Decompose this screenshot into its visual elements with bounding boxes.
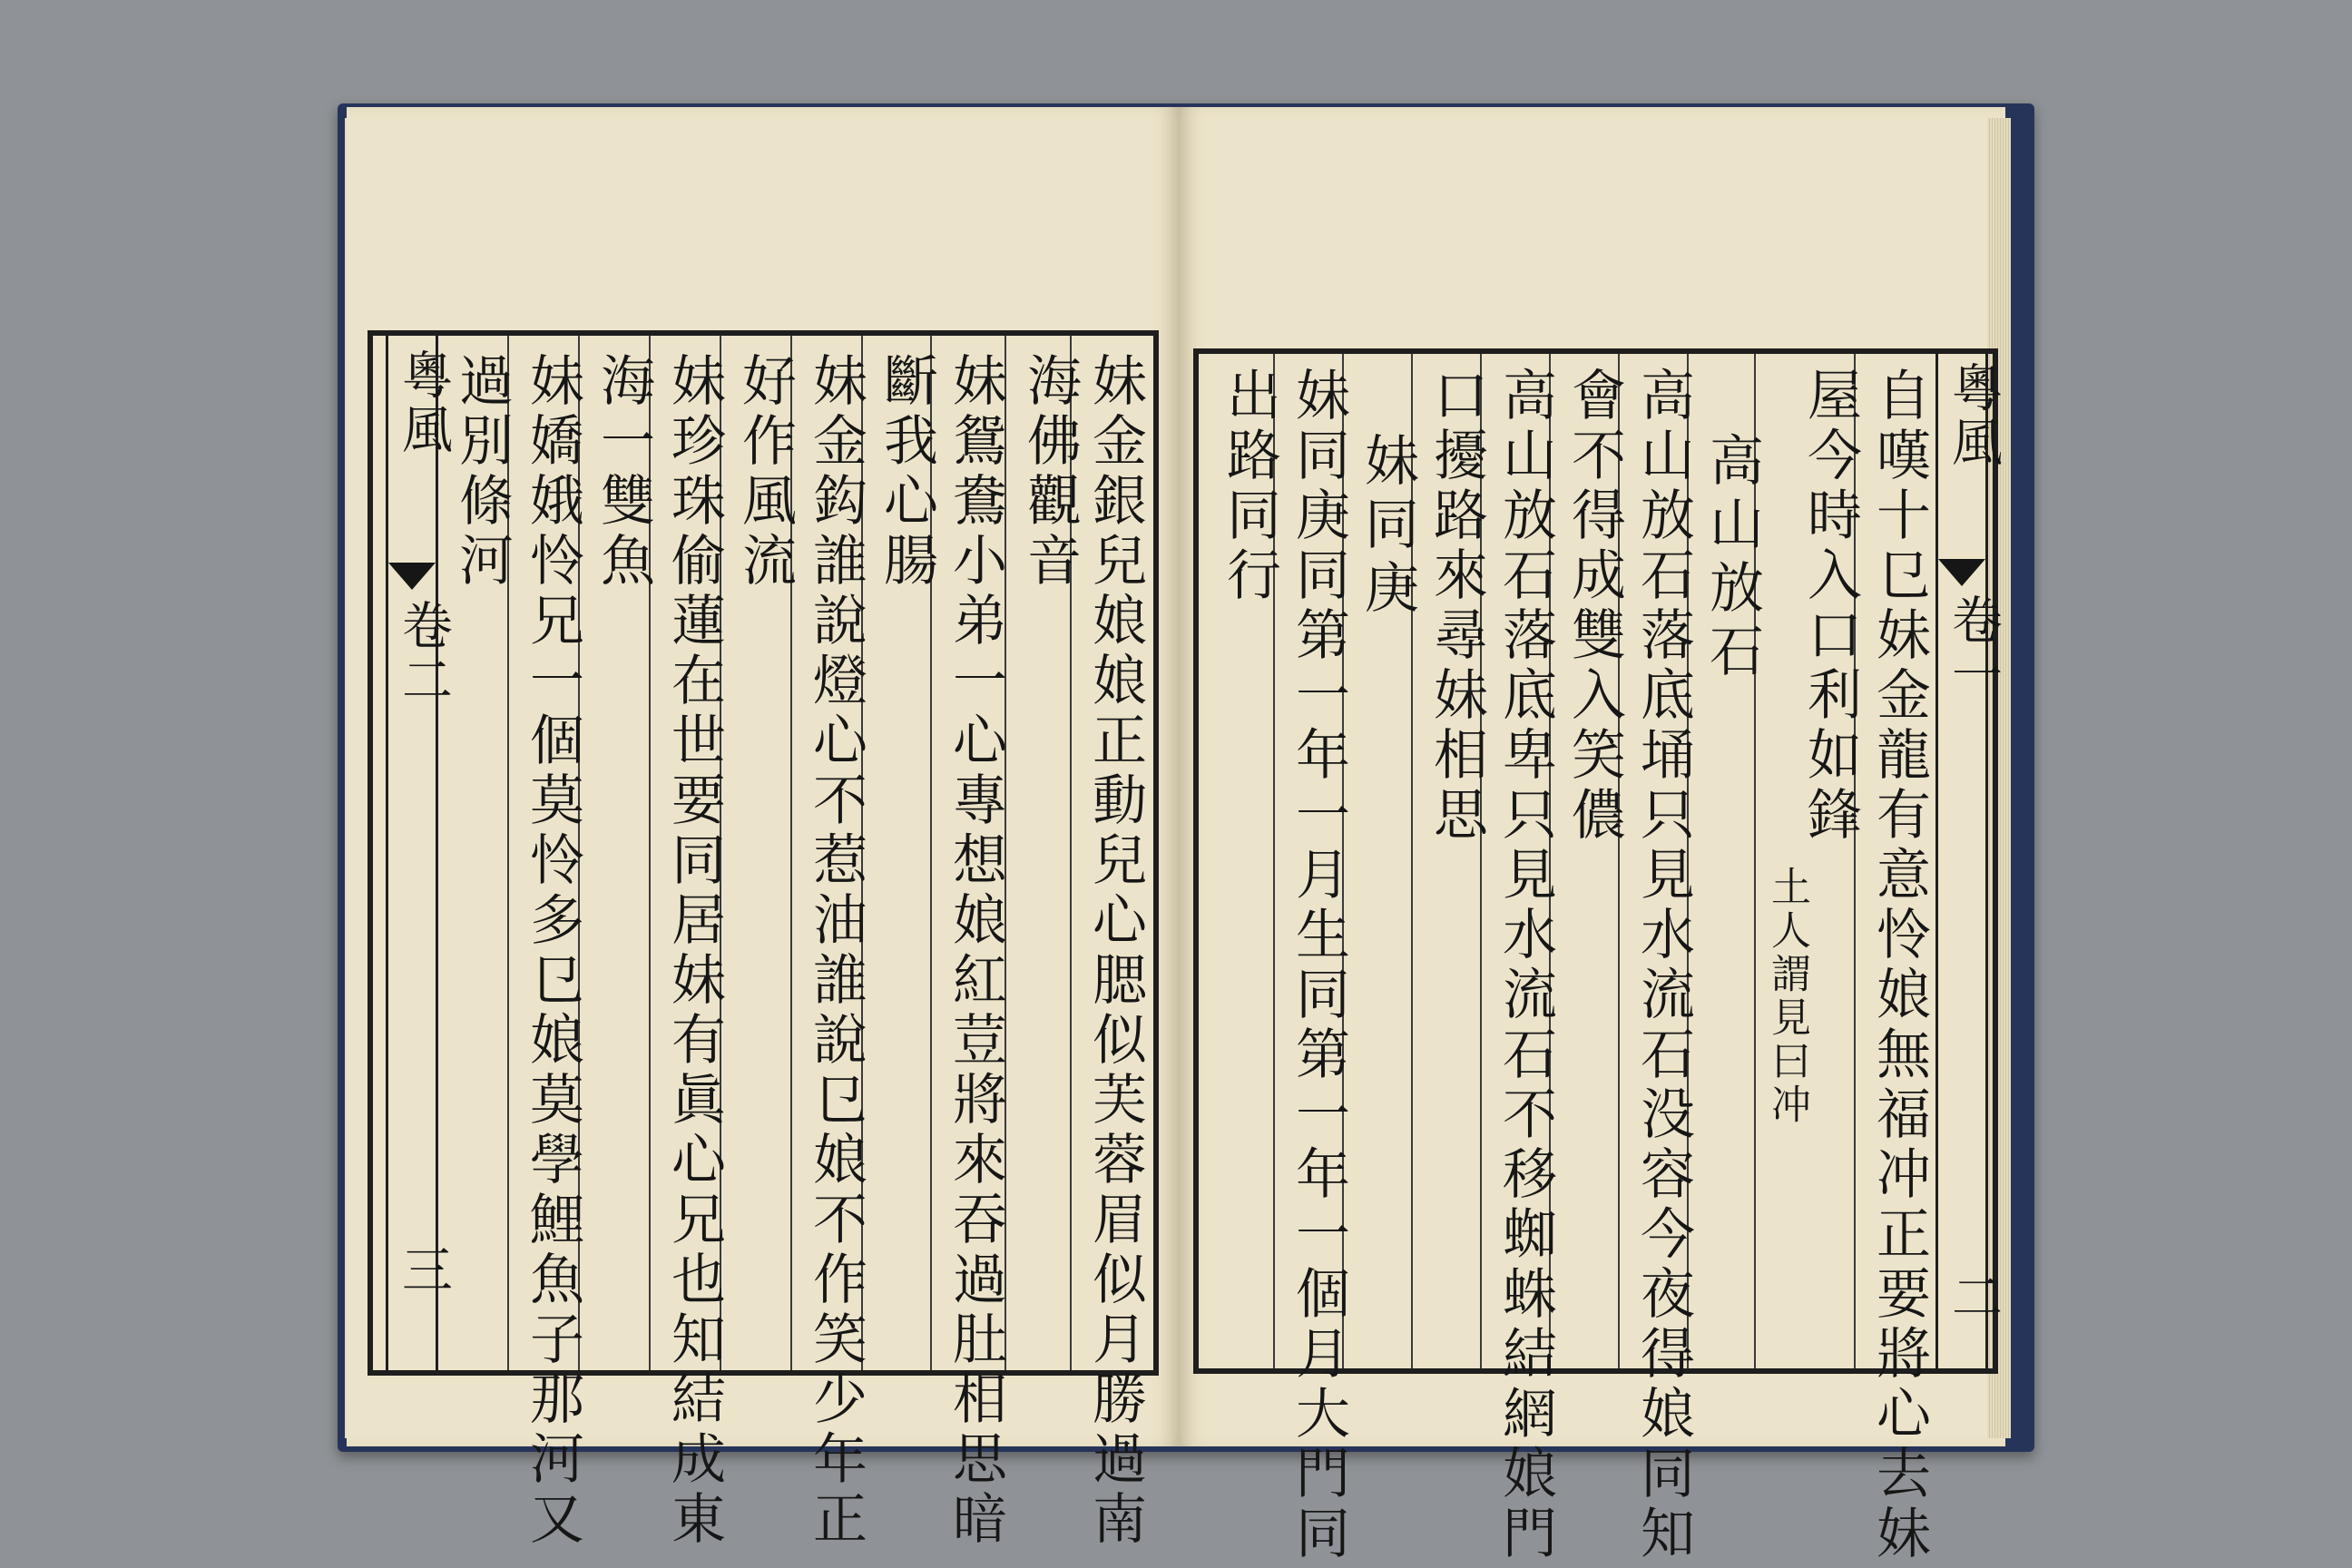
right-text-frame <box>1193 348 2003 1564</box>
text-column: 高山放石落底卑只見水流石不移蜘蛛結網娘門 <box>1494 367 1557 1564</box>
margin-folio: 二 <box>1944 1270 2003 1325</box>
text-column: 口擾路來尋妹相思 <box>1425 367 1488 846</box>
margin-title: 粵風 <box>1944 361 2003 470</box>
text-column: 過別條河 <box>450 352 514 592</box>
text-column: 妹嬌娥怜兄一個莫怜多㔾娘莫學鯉魚子那河又 <box>521 352 584 1550</box>
text-column: 斷我心腸 <box>875 352 938 592</box>
text-column: 海一雙魚 <box>592 352 655 592</box>
fish-tail-mark <box>388 563 436 590</box>
fish-tail-mark <box>1938 559 1985 586</box>
left-text-frame <box>368 330 1159 1550</box>
margin-volume: 卷一 <box>1944 593 2003 702</box>
text-column: 出路同行 <box>1218 367 1281 606</box>
text-column: 妹同庚同第一年一月生同第一年一個月大門同 <box>1287 367 1350 1564</box>
poem-heading: 高山放石 <box>1700 432 1764 686</box>
margin-folio: 三 <box>394 1243 453 1298</box>
fold-margin <box>386 336 453 1370</box>
poem-heading: 妹同庚 <box>1356 432 1419 622</box>
annotation-note: 土人謂見曰冲 <box>1764 866 1810 1127</box>
fold-margin <box>1936 354 2003 1368</box>
text-column: 妹金銀兒娘娘正動兒心腮似芙蓉眉似月勝過南 <box>1083 352 1147 1550</box>
text-column: 屋今時入口利如鋒 <box>1798 367 1862 846</box>
text-column: 妹金鈎誰說燈心不惹油誰說㔾娘不作笑少年正 <box>804 352 867 1550</box>
text-column: 妹鴛鴦小弟一心專想娘紅荳將來吞過肚相思暗 <box>944 352 1007 1550</box>
margin-volume: 卷二 <box>394 599 453 708</box>
text-column: 海佛觀音 <box>1018 352 1082 592</box>
text-column: 妹珍珠偷蓮在世要同居妹有眞心兄也知結成東 <box>662 352 726 1550</box>
text-column: 好作風流 <box>733 352 797 592</box>
text-column: 會不得成雙入笑儂 <box>1563 367 1626 846</box>
text-column: 自嘆十㔾妹金龍有意怜娘無福冲正要將心去妹 <box>1867 367 1931 1564</box>
text-column: 高山放石落底埇只見水流石没容今夜得娘同知 <box>1632 367 1695 1564</box>
margin-title: 粵風 <box>394 348 453 457</box>
